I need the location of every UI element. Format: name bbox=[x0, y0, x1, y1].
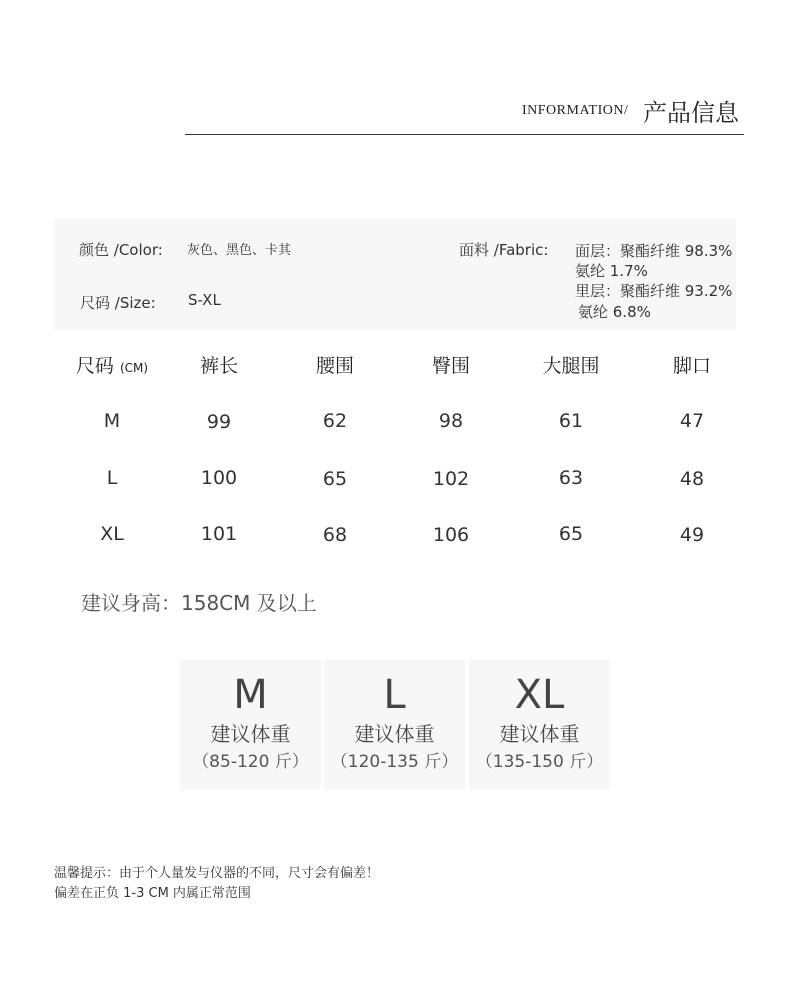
table-row-m-length: 99 bbox=[206, 411, 232, 433]
table-row-l-waist: 65 bbox=[322, 468, 348, 490]
col-header-thigh: 大腿围 bbox=[542, 355, 600, 377]
header-title-cn: 产品信息 bbox=[643, 99, 739, 127]
table-row-m-thigh: 61 bbox=[558, 410, 584, 432]
fabric-line-2: 氨纶 1.7% bbox=[575, 262, 648, 280]
table-row-m-size: M bbox=[103, 410, 121, 432]
col-header-size bbox=[76, 351, 148, 378]
size-label: 尺码 /Size: bbox=[80, 294, 156, 312]
weight-card-size: M bbox=[233, 672, 268, 718]
table-row-l-length: 100 bbox=[200, 467, 238, 489]
table-row-l-thigh: 63 bbox=[558, 467, 584, 489]
table-row-m-waist: 62 bbox=[322, 410, 348, 432]
col-header-length: 裤长 bbox=[199, 355, 239, 377]
table-row-xl-waist: 68 bbox=[322, 524, 348, 546]
col-header-hip: 臀围 bbox=[431, 355, 471, 377]
table-row-l-size: L bbox=[106, 467, 118, 489]
table-row-xl-length: 101 bbox=[200, 523, 238, 545]
color-label: 颜色 /Color: bbox=[79, 241, 163, 259]
weight-card-range: （85-120 斤） bbox=[192, 752, 309, 772]
tip-note: 温馨提示：由于个人量发与仪器的不同，尺寸会有偏差！ bbox=[54, 866, 380, 881]
table-row-xl-thigh: 65 bbox=[558, 523, 584, 545]
weight-card-xl bbox=[469, 660, 610, 790]
size-value: S-XL bbox=[188, 291, 221, 309]
weight-card-size: L bbox=[383, 672, 406, 718]
header-divider bbox=[185, 134, 744, 135]
fabric-line-3: 里层：聚酯纤维 93.2% bbox=[575, 282, 733, 300]
weight-card-range: （135-150 斤） bbox=[475, 752, 604, 772]
col-header-waist: 腰围 bbox=[315, 355, 355, 377]
table-row-xl-size: XL bbox=[100, 523, 124, 545]
weight-card-range: （120-135 斤） bbox=[330, 752, 459, 772]
table-row-m-hem: 47 bbox=[679, 410, 705, 432]
col-header-hem: 脚口 bbox=[672, 355, 712, 377]
weight-card-label: 建议体重 bbox=[354, 722, 435, 746]
col-header-size-label: 尺码 bbox=[75, 355, 114, 377]
table-row-l-hem: 48 bbox=[679, 468, 705, 490]
table-row-xl-hip: 106 bbox=[432, 524, 470, 546]
weight-card-size: XL bbox=[514, 672, 565, 718]
table-row-xl-hem: 49 bbox=[679, 524, 705, 546]
fabric-line-1: 面层：聚酯纤维 98.3% bbox=[575, 242, 733, 260]
color-value: 灰色、黑色、卡其 bbox=[187, 243, 292, 258]
height-advice: 建议身高：158CM 及以上 bbox=[81, 591, 317, 615]
weight-card-m bbox=[180, 660, 321, 790]
header-title-en: INFORMATION/ bbox=[522, 103, 629, 118]
product-info-panel bbox=[54, 218, 736, 330]
weight-card-label: 建议体重 bbox=[499, 722, 580, 746]
col-header-unit: (CM) bbox=[119, 361, 149, 375]
fabric-label: 面料 /Fabric: bbox=[459, 241, 549, 259]
fabric-line-4: 氨纶 6.8% bbox=[578, 303, 651, 321]
table-row-l-hip: 102 bbox=[432, 468, 470, 490]
weight-card-l bbox=[324, 660, 465, 790]
table-row-m-hip: 98 bbox=[438, 410, 464, 432]
weight-card-label: 建议体重 bbox=[210, 722, 291, 746]
deviation-note: 偏差在正负 1-3 CM 内属正常范围 bbox=[54, 886, 251, 901]
